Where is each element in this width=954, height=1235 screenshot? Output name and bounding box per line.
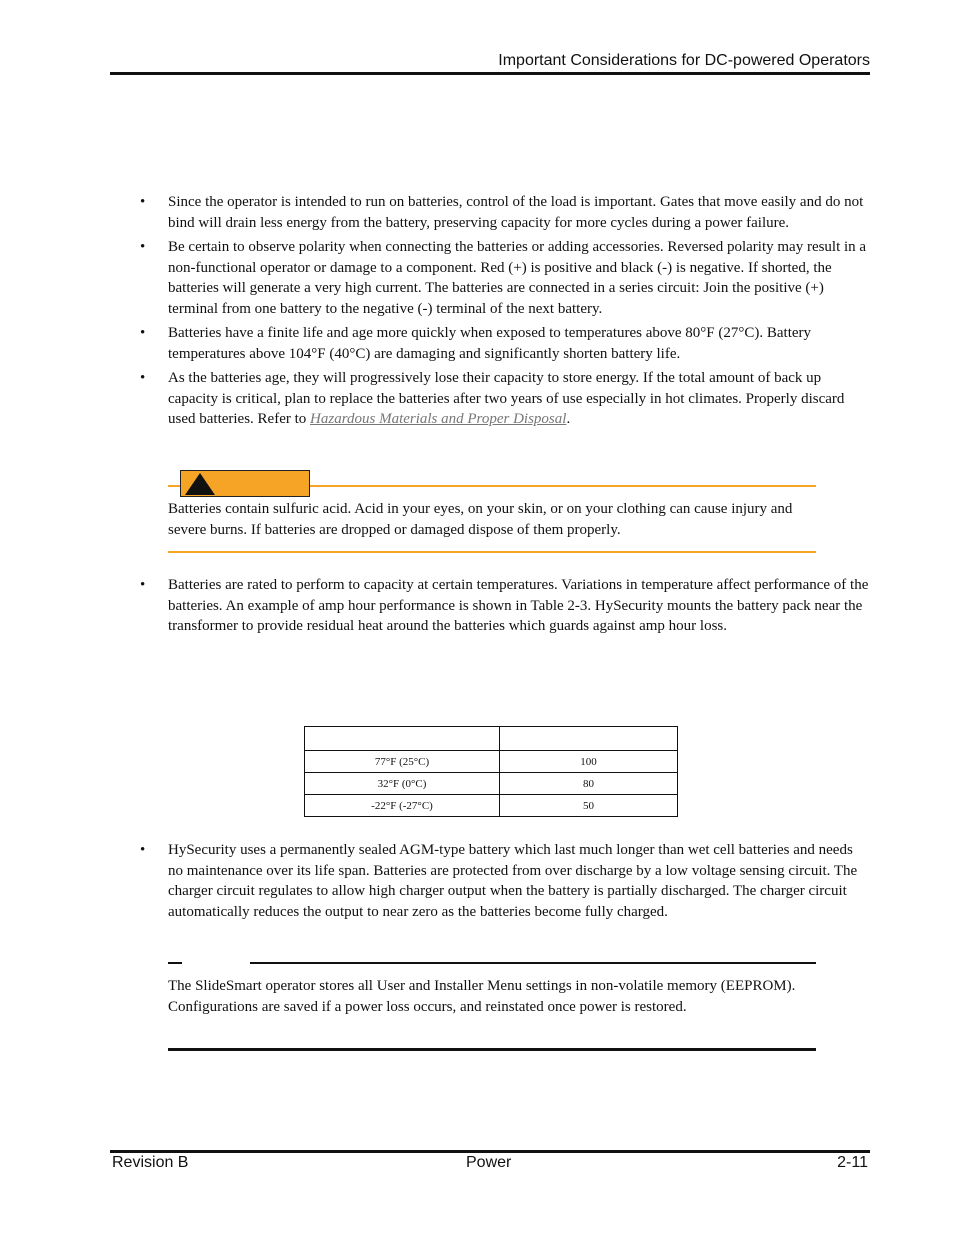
note-top-rule bbox=[250, 962, 816, 964]
amp-hour-table bbox=[304, 726, 678, 817]
table-cell-temperature: 32°F (0°C) bbox=[305, 773, 500, 795]
footer-section: Power bbox=[466, 1154, 512, 1171]
list-item bbox=[140, 192, 870, 233]
list-item bbox=[140, 575, 870, 637]
list-item bbox=[140, 840, 870, 922]
table-cell-temperature: -22°F (-27°C) bbox=[305, 795, 500, 817]
warning-triangle-icon bbox=[185, 473, 215, 495]
table-header-row bbox=[305, 727, 678, 751]
note-tab-mark bbox=[168, 962, 182, 964]
note-text: The SlideSmart operator stores all User and Installer Menu settings in non-volatile memory (EEPROM). Configurations are saved if a power loss occurs, and reinstated once power is restored. bbox=[168, 978, 796, 1015]
warning-text: Batteries contain sulfuric acid. Acid in your eyes, on your skin, or on your clothing can cause injury and severe burns. If batteries are dropped or damaged dispose of them properly. bbox=[168, 501, 793, 538]
table-header-cell bbox=[500, 727, 678, 751]
table-cell-capacity: 50 bbox=[500, 795, 678, 817]
page-header-title: Important Considerations for DC-powered Operators bbox=[498, 52, 870, 69]
bullet-icon: • bbox=[140, 194, 146, 210]
bullet-icon: • bbox=[140, 239, 146, 255]
table-cell-capacity: 100 bbox=[500, 751, 678, 773]
list-item-text: Since the operator is intended to run on batteries, control of the load is important. Gates that move easily and do not bind will drain less energy from the battery, preserving capacity for more cycles during a power failure. bbox=[168, 194, 864, 231]
list-item-text: HySecurity uses a permanently sealed AGM-type battery which last much longer than wet cell batteries and needs no maintenance over its life span. Batteries are protected from over discharge by a low voltage sensing circuit. The charger circuit regulates to allow high charger output when the battery is partially discharged. The charger circuit automatically reduces the output to near zero as the batteries become fully charged. bbox=[168, 842, 858, 920]
table-header-cell bbox=[305, 727, 500, 751]
table-row bbox=[305, 751, 678, 773]
table-cell-temperature: 77°F (25°C) bbox=[305, 751, 500, 773]
bullet-icon: • bbox=[140, 325, 146, 341]
list-item-text: As the batteries age, they will progressively lose their capacity to store energy. If the total amount of back up capacity is critical, plan to replace the batteries after two years of use especially in hot climates. Properly discard used batteries. Refer to bbox=[168, 370, 845, 427]
list-item-text: Batteries are rated to perform to capacity at certain temperatures. Variations in temperature affect performance of the batteries. An example of amp hour performance is shown in Table 2-3. HySecurity mounts the battery pack near the transformer to provide residual heat around the batteries which guards against amp hour loss. bbox=[168, 577, 869, 634]
list-item-text-end: . bbox=[566, 411, 571, 427]
list-item bbox=[140, 237, 870, 319]
list-item-text: Batteries have a finite life and age more quickly when exposed to temperatures above 80°F (27°C). Battery temperatures above 104°F (40°C) are damaging and significantly shorten battery life. bbox=[168, 325, 812, 362]
list-item bbox=[140, 368, 870, 430]
battery-type-list bbox=[140, 840, 870, 926]
considerations-list bbox=[140, 192, 870, 434]
warning-bottom-rule bbox=[168, 551, 816, 553]
table-row bbox=[305, 773, 678, 795]
table-cell-capacity: 80 bbox=[500, 773, 678, 795]
warning-tab bbox=[180, 470, 310, 497]
bullet-icon: • bbox=[140, 842, 146, 858]
list-item bbox=[140, 323, 870, 364]
temperature-list bbox=[140, 575, 870, 641]
warning-callout bbox=[168, 470, 816, 554]
note-bottom-rule bbox=[168, 1048, 816, 1051]
bullet-icon: • bbox=[140, 577, 146, 593]
note-callout bbox=[168, 962, 816, 1052]
table-row bbox=[305, 795, 678, 817]
footer-page-number: 2-11 bbox=[837, 1154, 868, 1171]
footer-rule bbox=[110, 1150, 870, 1153]
footer-revision: Revision B bbox=[112, 1154, 189, 1171]
header-rule bbox=[110, 72, 870, 75]
bullet-icon: • bbox=[140, 370, 146, 386]
list-item-text: Be certain to observe polarity when connecting the batteries or adding accessories. Reversed polarity may result in a non-functional operator or damage to a component. Red (+) is positive and black (-) is negative. If shorted, the batteries will generate a very high current. The batteries are connected in a series circuit: Join the positive (+) terminal from one battery to the negative (-) terminal of the next battery. bbox=[168, 239, 867, 317]
hazardous-materials-link[interactable]: Hazardous Materials and Proper Disposal bbox=[310, 411, 567, 427]
